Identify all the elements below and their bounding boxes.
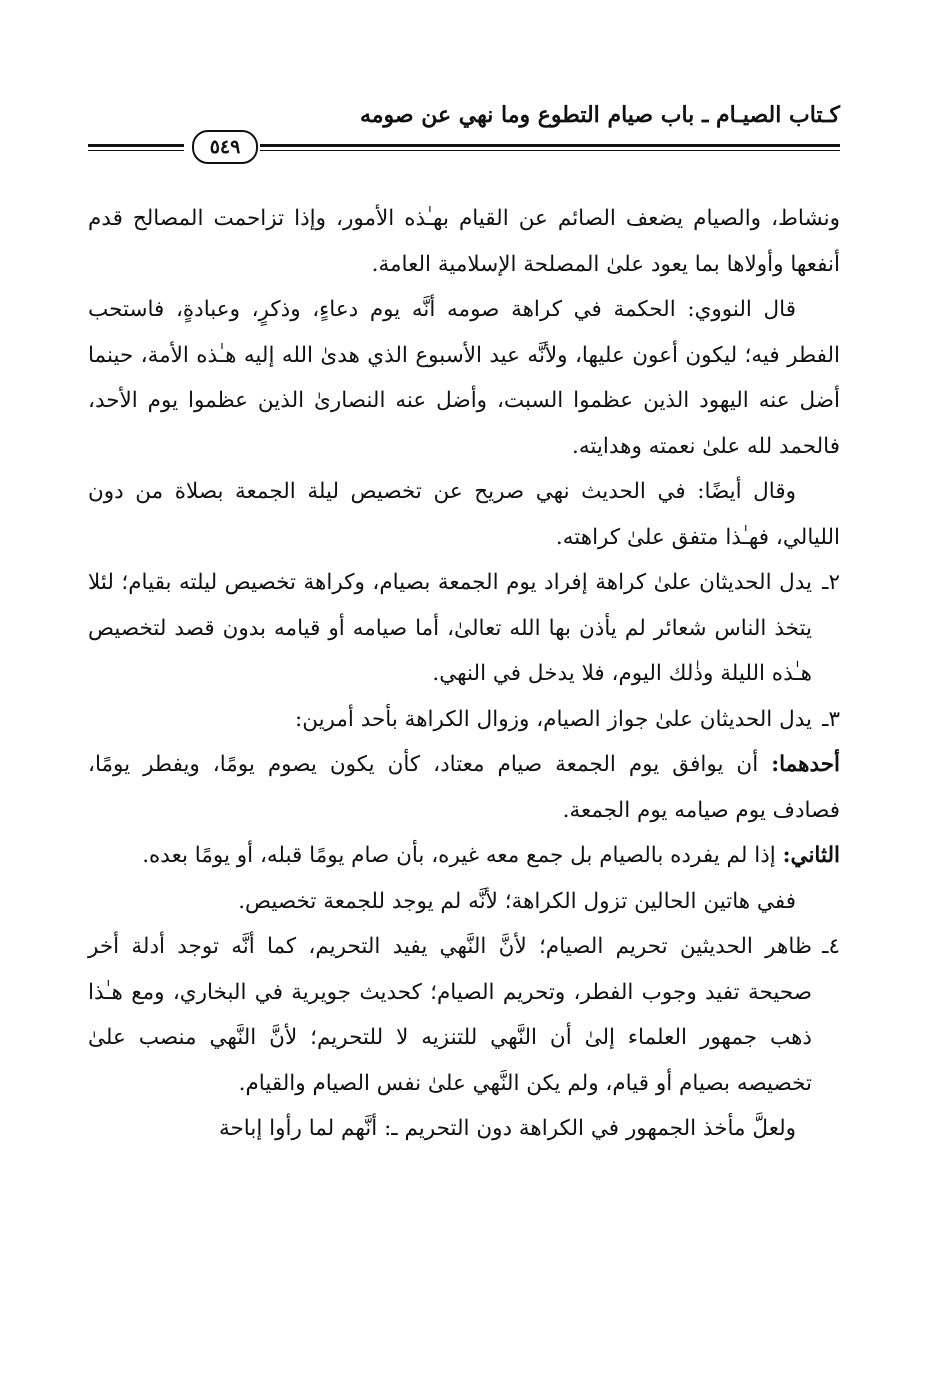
condition-second	[88, 833, 840, 879]
page-header	[88, 92, 840, 182]
condition-term: الثاني:	[782, 843, 840, 868]
running-title: كـتاب الصيـام ـ باب صيام التطوع وما نهي عن صومه	[359, 102, 840, 128]
numbered-point-3	[88, 697, 840, 743]
point-number: ٢ـ	[822, 570, 840, 595]
page-body	[88, 196, 840, 1152]
condition-text: أن يوافق يوم الجمعة صيام معتاد، كأن يكون يصوم يومًا، ويفطر يومًا، فصادف يوم صيامه يوم الجمعة.	[88, 752, 840, 823]
point-text: ظاهر الحديثين تحريم الصيام؛ لأنَّ النَّهي يفيد التحريم، كما أنَّه توجد أدلة أخر صحيحة تفيد وجوب الفطر، وتحريم الصيام؛ كحديث جويرية في البخاري، ومع هـٰذا ذهب جمهور العلماء إلىٰ أن النَّهي للتنزيه لا للتحريم؛ لأنَّ النَّهي منصب علىٰ تخصيصه بصيام أو قيام، ولم يكن النَّهي علىٰ نفس الصيام والقيام.	[88, 934, 812, 1096]
point-number: ٣ـ	[822, 706, 840, 732]
point-number: ٤ـ	[822, 934, 840, 959]
numbered-point-2	[88, 560, 840, 697]
condition-text: إذا لم يفرده بالصيام بل جمع معه غيره، بأن صام يومًا قبله، أو يومًا بعده.	[142, 843, 776, 868]
point-text: يدل الحديثان علىٰ جواز الصيام، وزوال الكراهة بأحد أمرين:	[294, 706, 812, 732]
paragraph-nawawi-also: وقال أيضًا: في الحديث نهي صريح عن تخصيص ليلة الجمعة بصلاة من دون الليالي، فهـٰذا متفق علىٰ كراهته.	[88, 479, 840, 550]
header-rule-left	[88, 144, 184, 147]
paragraph-nawawi-quote: قال النووي: الحكمة في كراهة صومه أنَّه يوم دعاءٍ، وذكرٍ، وعبادةٍ، فاستحب الفطر فيه؛ ليكون أعون عليها، ولأنَّه عيد الأسبوع الذي هدىٰ الله إليه هـٰذه الأمة، حينما أضل عنه اليهود الذين عظموا السبت، وأضل عنه النصارىٰ الذين عظموا يوم الأحد، فالحمد لله علىٰ نعمته وهدايته.	[88, 297, 840, 459]
header-rule-right-thin	[260, 150, 840, 151]
paragraph-continuation: ونشاط، والصيام يضعف الصائم عن القيام بهـٰذه الأمور، وإذا تزاحمت المصالح قدم أنفعها وأولاها بما يعود علىٰ المصلحة الإسلامية العامة.	[88, 206, 840, 277]
header-rule-left-thin	[88, 150, 184, 151]
point-text: يدل الحديثان علىٰ كراهة إفراد يوم الجمعة بصيام، وكراهة تخصيص ليلته بقيام؛ لئلا يتخذ الناس شعائر لم يأذن بها الله تعالىٰ، أما صيامه أو قيامه بدون قصد لتخصيص هـٰذه الليلة وذٰلك اليوم، فلا يدخل في النهي.	[88, 570, 812, 686]
header-rule-right	[260, 144, 840, 147]
condition-term: أحدهما:	[771, 752, 840, 777]
condition-first	[88, 742, 840, 833]
paragraph-final: ولعلَّ مأخذ الجمهور في الكراهة دون التحريم ـ: أنَّهم لما رأوا إباحة	[218, 1116, 796, 1141]
page-number: ٥٤٩	[192, 130, 258, 164]
paragraph-conclusion: ففي هاتين الحالين تزول الكراهة؛ لأنَّه لم يوجد للجمعة تخصيص.	[238, 888, 796, 914]
numbered-point-4	[88, 924, 840, 1106]
